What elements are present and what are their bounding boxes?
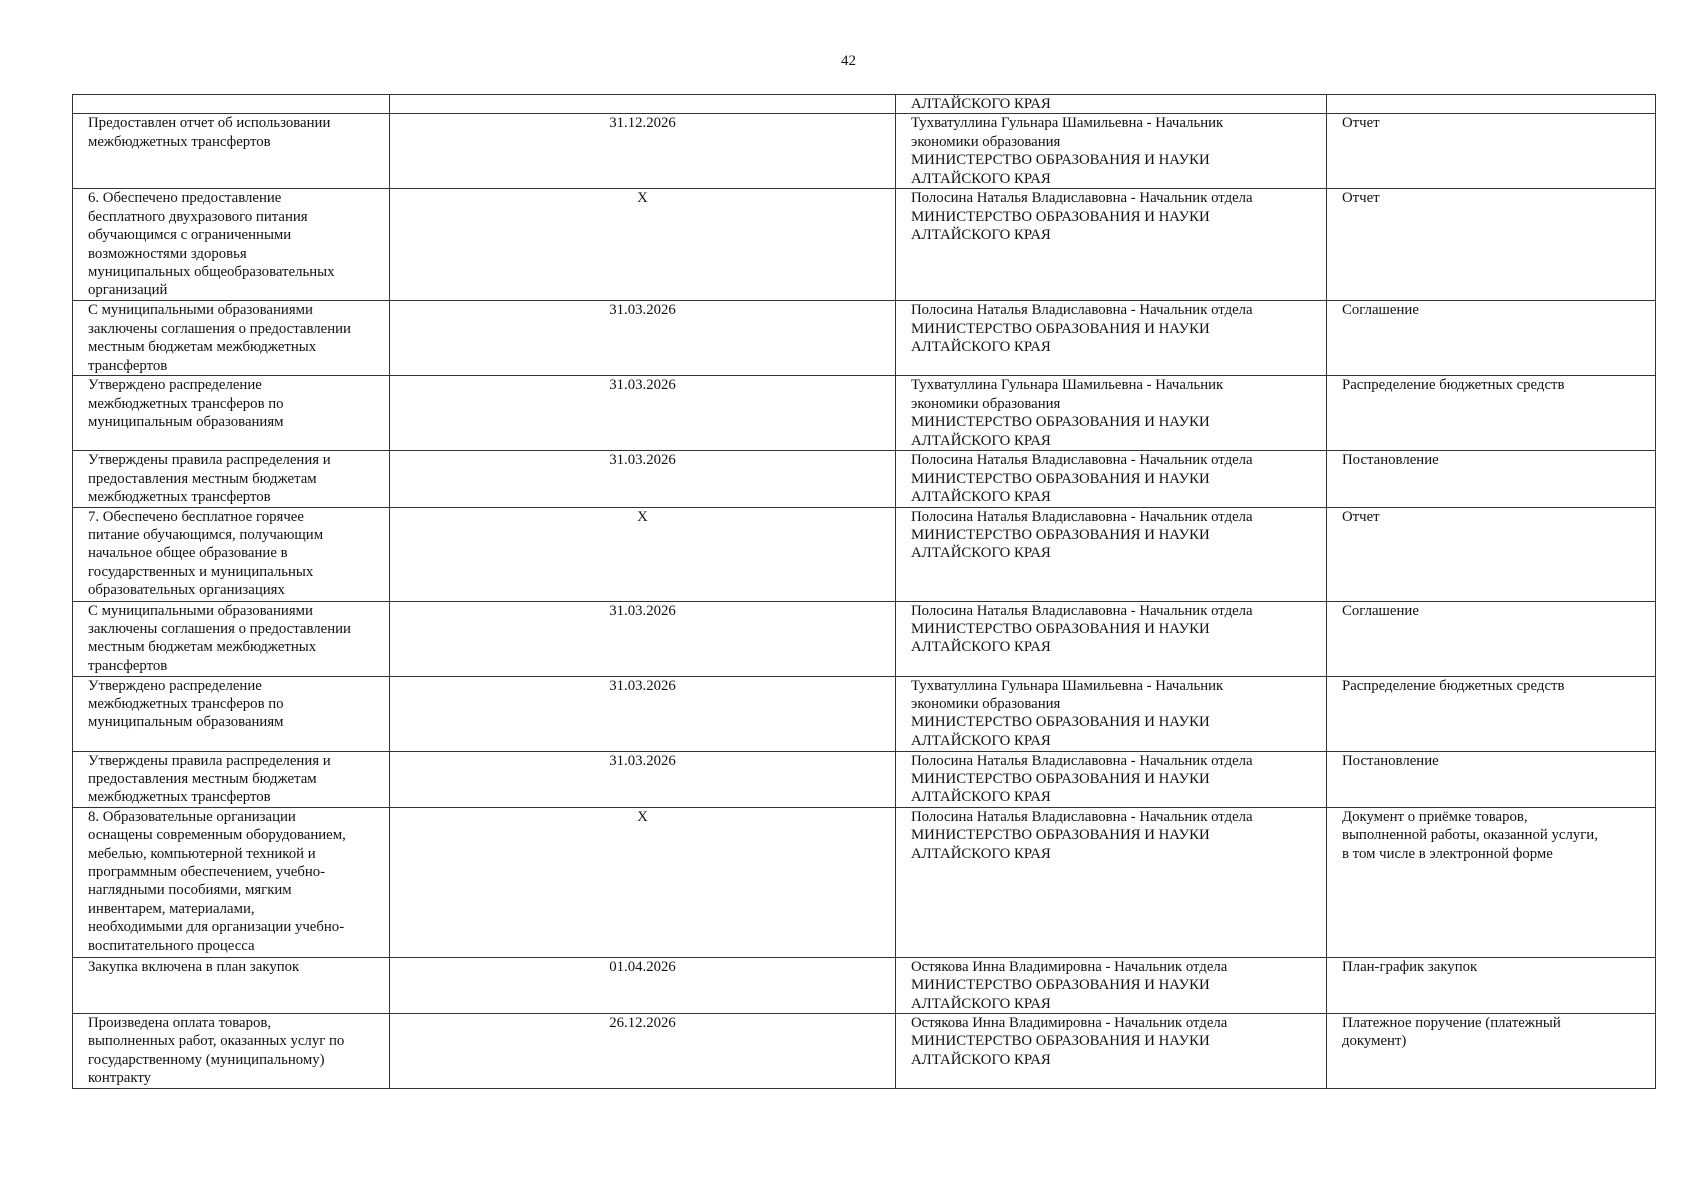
- responsible-line: экономики образования: [911, 133, 1061, 150]
- event-cell: [73, 507, 390, 601]
- responsible-line: АЛТАЙСКОГО КРАЯ: [911, 170, 1051, 187]
- responsible-line: АЛТАЙСКОГО КРАЯ: [911, 639, 1051, 656]
- date-cell: X: [390, 507, 896, 601]
- table-row: [73, 807, 1656, 957]
- responsible-line: АЛТАЙСКОГО КРАЯ: [911, 227, 1051, 244]
- document-cell: [1327, 507, 1656, 601]
- event-cell: [73, 114, 390, 189]
- responsible-cell: [896, 95, 1327, 114]
- table-row: [73, 957, 1656, 1013]
- responsible-line: МИНИСТЕРСТВО ОБРАЗОВАНИЯ И НАУКИ: [911, 621, 1210, 638]
- document-cell: [1327, 601, 1656, 676]
- date-cell: 31.03.2026: [390, 301, 896, 376]
- responsible-cell: [896, 376, 1327, 451]
- responsible-line: МИНИСТЕРСТВО ОБРАЗОВАНИЯ И НАУКИ: [911, 414, 1210, 431]
- table-row: [73, 301, 1656, 376]
- table-row: [73, 376, 1656, 451]
- document-line: Соглашение: [1342, 302, 1419, 319]
- document-cell: [1327, 451, 1656, 507]
- responsible-cell: [896, 807, 1327, 957]
- event-line: Предоставлен отчет об использовании: [88, 115, 331, 132]
- event-line: С муниципальными образованиями: [88, 602, 313, 619]
- event-line: организаций: [88, 282, 168, 299]
- event-line: обучающимся с ограниченными: [88, 227, 292, 244]
- event-line: оснащены современным оборудованием,: [88, 827, 346, 844]
- responsible-line: МИНИСТЕРСТВО ОБРАЗОВАНИЯ И НАУКИ: [911, 977, 1210, 994]
- event-line: государственных и муниципальных: [88, 563, 314, 580]
- responsible-cell: [896, 507, 1327, 601]
- responsible-line: АЛТАЙСКОГО КРАЯ: [911, 995, 1051, 1012]
- table-row: [73, 1014, 1656, 1089]
- document-line: документ): [1342, 1033, 1407, 1050]
- responsible-line: экономики образования: [911, 696, 1061, 713]
- event-line: инвентарем, материалами,: [88, 900, 255, 917]
- responsible-cell: [896, 676, 1327, 751]
- responsible-line: Тухватуллина Гульнара Шамильевна - Начальник: [911, 115, 1224, 132]
- document-cell: [1327, 751, 1656, 807]
- date-cell: 26.12.2026: [390, 1014, 896, 1089]
- responsible-line: Остякова Инна Владимировна - Начальник отдела: [911, 1015, 1228, 1032]
- document-cell: [1327, 676, 1656, 751]
- table-row: [73, 676, 1656, 751]
- responsible-cell: [896, 601, 1327, 676]
- event-line: образовательных организациях: [88, 582, 285, 599]
- event-line: местным бюджетам межбюджетных: [88, 339, 317, 356]
- document-cell: [1327, 376, 1656, 451]
- event-cell: [73, 1014, 390, 1089]
- responsible-line: АЛТАЙСКОГО КРАЯ: [911, 545, 1051, 562]
- responsible-line: Остякова Инна Владимировна - Начальник отдела: [911, 958, 1228, 975]
- event-line: заключены соглашения о предоставлении: [88, 621, 351, 638]
- responsible-line: Полосина Наталья Владиславовна - Начальник отдела: [911, 752, 1253, 769]
- responsible-line: Полосина Наталья Владиславовна - Начальник отдела: [911, 302, 1253, 319]
- event-cell: [73, 376, 390, 451]
- responsible-line: АЛТАЙСКОГО КРАЯ: [911, 432, 1051, 449]
- document-cell: [1327, 957, 1656, 1013]
- responsible-line: МИНИСТЕРСТВО ОБРАЗОВАНИЯ И НАУКИ: [911, 714, 1210, 731]
- document-line: Постановление: [1342, 752, 1439, 769]
- responsible-line: МИНИСТЕРСТВО ОБРАЗОВАНИЯ И НАУКИ: [911, 771, 1210, 788]
- document-line: Отчет: [1342, 508, 1380, 525]
- document-cell: [1327, 189, 1656, 301]
- table-row: [73, 189, 1656, 301]
- document-line: Постановление: [1342, 452, 1439, 469]
- event-line: воспитательного процесса: [88, 937, 255, 954]
- table-row: [73, 601, 1656, 676]
- responsible-line: МИНИСТЕРСТВО ОБРАЗОВАНИЯ И НАУКИ: [911, 470, 1210, 487]
- responsible-line: Полосина Наталья Владиславовна - Начальник отдела: [911, 190, 1253, 207]
- document-line: выполненной работы, оказанной услуги,: [1342, 827, 1598, 844]
- date-cell: [390, 95, 896, 114]
- responsible-cell: [896, 451, 1327, 507]
- responsible-line: Тухватуллина Гульнара Шамильевна - Начальник: [911, 377, 1224, 394]
- responsible-cell: [896, 189, 1327, 301]
- event-line: трансфертов: [88, 657, 168, 674]
- event-line: начальное общее образование в: [88, 545, 288, 562]
- event-line: питание обучающимся, получающим: [88, 527, 324, 544]
- event-cell: [73, 95, 390, 114]
- event-line: бесплатного двухразового питания: [88, 208, 308, 225]
- responsible-cell: [896, 114, 1327, 189]
- responsible-line: АЛТАЙСКОГО КРАЯ: [911, 789, 1051, 806]
- responsible-line: МИНИСТЕРСТВО ОБРАЗОВАНИЯ И НАУКИ: [911, 152, 1210, 169]
- table-row: [73, 751, 1656, 807]
- event-line: заключены соглашения о предоставлении: [88, 320, 351, 337]
- document-line: Отчет: [1342, 190, 1380, 207]
- responsible-cell: [896, 957, 1327, 1013]
- document-line: Документ о приёмке товаров,: [1342, 808, 1528, 825]
- date-cell: 31.03.2026: [390, 376, 896, 451]
- page-number: 42: [841, 53, 856, 69]
- table-row: [73, 95, 1656, 114]
- event-cell: [73, 751, 390, 807]
- document-cell: [1327, 301, 1656, 376]
- event-line: 6. Обеспечено предоставление: [88, 190, 282, 207]
- event-cell: [73, 601, 390, 676]
- responsible-line: АЛТАЙСКОГО КРАЯ: [911, 845, 1051, 862]
- responsible-line: Полосина Наталья Владиславовна - Начальник отдела: [911, 808, 1253, 825]
- document-line: Отчет: [1342, 115, 1380, 132]
- event-line: межбюджетных трансфертов: [88, 489, 271, 506]
- responsible-line: экономики образования: [911, 395, 1061, 412]
- table-row: [73, 451, 1656, 507]
- responsible-cell: [896, 751, 1327, 807]
- responsible-line: Полосина Наталья Владиславовна - Начальник отдела: [911, 508, 1253, 525]
- event-line: 7. Обеспечено бесплатное горячее: [88, 508, 304, 525]
- event-line: мебелью, компьютерной техникой и: [88, 845, 316, 862]
- responsible-line: Полосина Наталья Владиславовна - Начальник отдела: [911, 602, 1253, 619]
- responsible-line: АЛТАЙСКОГО КРАЯ: [911, 489, 1051, 506]
- event-line: возможностями здоровья: [88, 245, 247, 262]
- date-cell: 31.03.2026: [390, 751, 896, 807]
- responsible-line: МИНИСТЕРСТВО ОБРАЗОВАНИЯ И НАУКИ: [911, 827, 1210, 844]
- event-line: наглядными пособиями, мягким: [88, 882, 292, 899]
- event-line: межбюджетных трансферов по: [88, 696, 284, 713]
- date-cell: X: [390, 807, 896, 957]
- date-cell: X: [390, 189, 896, 301]
- event-cell: [73, 301, 390, 376]
- document-line: Распределение бюджетных средств: [1342, 377, 1565, 394]
- event-line: местным бюджетам межбюджетных: [88, 639, 317, 656]
- responsible-line: МИНИСТЕРСТВО ОБРАЗОВАНИЯ И НАУКИ: [911, 527, 1210, 544]
- responsible-line: Тухватуллина Гульнара Шамильевна - Начальник: [911, 677, 1224, 694]
- event-line: государственному (муниципальному): [88, 1051, 325, 1068]
- event-line: 8. Образовательные организации: [88, 808, 296, 825]
- document-cell: [1327, 1014, 1656, 1089]
- event-line: предоставления местным бюджетам: [88, 771, 317, 788]
- date-cell: 31.03.2026: [390, 676, 896, 751]
- responsible-line: АЛТАЙСКОГО КРАЯ: [911, 732, 1051, 749]
- event-line: Утверждены правила распределения и: [88, 752, 331, 769]
- event-cell: [73, 957, 390, 1013]
- event-line: муниципальных общеобразовательных: [88, 264, 335, 281]
- responsible-line: АЛТАЙСКОГО КРАЯ: [911, 96, 1051, 112]
- event-line: Закупка включена в план закупок: [88, 958, 300, 975]
- document-cell: [1327, 807, 1656, 957]
- event-line: необходимыми для организации учебно-: [88, 919, 345, 936]
- event-line: трансфертов: [88, 357, 168, 374]
- responsible-line: АЛТАЙСКОГО КРАЯ: [911, 1051, 1051, 1068]
- table-row: [73, 114, 1656, 189]
- responsible-cell: [896, 301, 1327, 376]
- event-line: Произведена оплата товаров,: [88, 1015, 272, 1032]
- responsible-line: МИНИСТЕРСТВО ОБРАЗОВАНИЯ И НАУКИ: [911, 208, 1210, 225]
- event-line: Утверждены правила распределения и: [88, 452, 331, 469]
- event-line: Утверждено распределение: [88, 677, 262, 694]
- document-line: в том числе в электронной форме: [1342, 845, 1553, 862]
- document-cell: [1327, 114, 1656, 189]
- event-line: контракту: [88, 1070, 152, 1087]
- date-cell: 31.03.2026: [390, 601, 896, 676]
- responsible-line: АЛТАЙСКОГО КРАЯ: [911, 339, 1051, 356]
- table-row: [73, 507, 1656, 601]
- event-line: межбюджетных трансфертов: [88, 133, 271, 150]
- event-line: муниципальным образованиям: [88, 414, 284, 431]
- event-cell: [73, 676, 390, 751]
- responsible-line: Полосина Наталья Владиславовна - Начальник отдела: [911, 452, 1253, 469]
- event-line: Утверждено распределение: [88, 377, 262, 394]
- date-cell: 01.04.2026: [390, 957, 896, 1013]
- date-cell: 31.12.2026: [390, 114, 896, 189]
- event-line: муниципальным образованиям: [88, 714, 284, 731]
- document-cell: [1327, 95, 1656, 114]
- event-line: С муниципальными образованиями: [88, 302, 313, 319]
- responsible-cell: [896, 1014, 1327, 1089]
- event-cell: [73, 189, 390, 301]
- implementation-plan-table: [72, 94, 1656, 1089]
- event-line: выполненных работ, оказанных услуг по: [88, 1033, 345, 1050]
- event-line: предоставления местным бюджетам: [88, 470, 317, 487]
- document-line: Соглашение: [1342, 602, 1419, 619]
- event-cell: [73, 807, 390, 957]
- event-line: межбюджетных трансферов по: [88, 395, 284, 412]
- date-cell: 31.03.2026: [390, 451, 896, 507]
- responsible-line: МИНИСТЕРСТВО ОБРАЗОВАНИЯ И НАУКИ: [911, 1033, 1210, 1050]
- event-line: межбюджетных трансфертов: [88, 789, 271, 806]
- document-line: План-график закупок: [1342, 958, 1478, 975]
- responsible-line: МИНИСТЕРСТВО ОБРАЗОВАНИЯ И НАУКИ: [911, 320, 1210, 337]
- event-cell: [73, 451, 390, 507]
- document-line: Распределение бюджетных средств: [1342, 677, 1565, 694]
- document-line: Платежное поручение (платежный: [1342, 1015, 1561, 1032]
- table-body: [73, 95, 1656, 1089]
- event-line: программным обеспечением, учебно-: [88, 864, 326, 881]
